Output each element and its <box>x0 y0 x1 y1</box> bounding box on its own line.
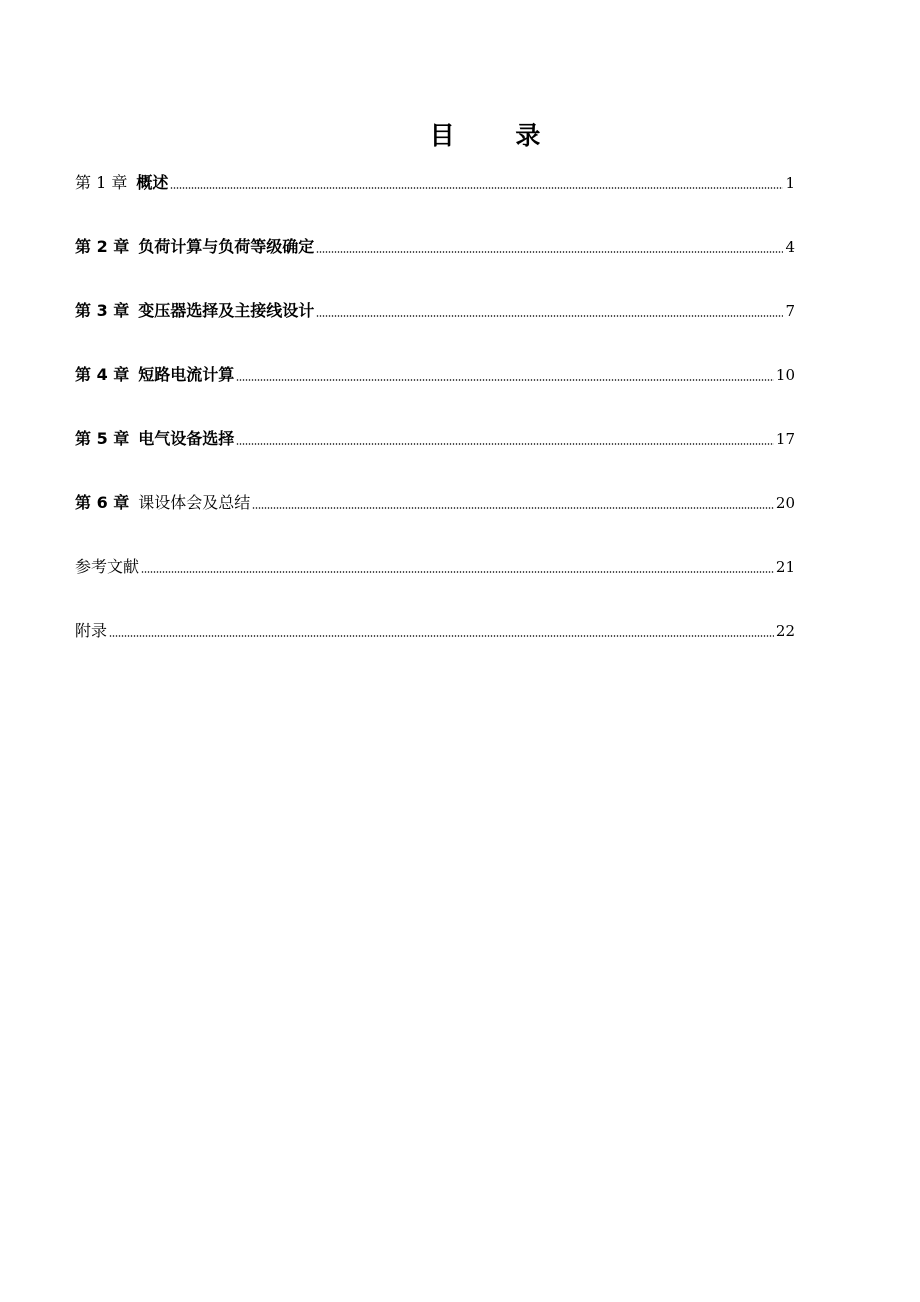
dot-leader <box>109 635 774 637</box>
entry-title: 短路电流计算 <box>138 365 235 384</box>
page-number: 21 <box>775 558 795 576</box>
page-number: 17 <box>775 430 795 448</box>
toc-entry-chapter-4[interactable] <box>75 358 795 386</box>
entry-title: 变压器选择及主接线设计 <box>138 301 315 320</box>
toc-entry-chapter-2[interactable] <box>75 230 795 258</box>
page-number: 4 <box>785 238 795 256</box>
page-number: 1 <box>785 174 795 192</box>
dot-leader <box>170 187 783 189</box>
toc-entry-references[interactable] <box>75 550 795 578</box>
dot-leader <box>141 571 774 573</box>
entry-title: 附录 <box>75 621 108 640</box>
chapter-number: 第 1 章 <box>75 173 128 192</box>
chapter-number: 第 5 章 <box>75 429 130 448</box>
toc-entry-appendix[interactable] <box>75 614 795 642</box>
page-number: 20 <box>775 494 795 512</box>
entry-title: 电气设备选择 <box>138 429 235 448</box>
page-number: 10 <box>775 366 795 384</box>
chapter-number: 第 6 章 <box>75 493 130 512</box>
page-number: 22 <box>775 622 795 640</box>
dot-leader <box>316 251 783 253</box>
toc-entry-chapter-3[interactable] <box>75 294 795 322</box>
toc-entry-chapter-1[interactable] <box>75 166 795 194</box>
dot-leader <box>236 379 774 381</box>
dot-leader <box>316 315 783 317</box>
toc-list <box>75 166 795 678</box>
entry-title: 课设体会及总结 <box>138 493 251 512</box>
toc-title: 目 录 <box>429 121 567 150</box>
page-number: 7 <box>785 302 795 320</box>
toc-entry-chapter-5[interactable] <box>75 422 795 450</box>
toc-entry-chapter-6[interactable] <box>75 486 795 514</box>
chapter-number: 第 3 章 <box>75 301 130 320</box>
entry-title: 概述 <box>136 173 169 192</box>
entry-title: 负荷计算与负荷等级确定 <box>138 237 315 256</box>
dot-leader <box>252 507 774 509</box>
dot-leader <box>236 443 774 445</box>
entry-title: 参考文献 <box>75 557 140 576</box>
chapter-number: 第 4 章 <box>75 365 130 384</box>
chapter-number: 第 2 章 <box>75 237 130 256</box>
